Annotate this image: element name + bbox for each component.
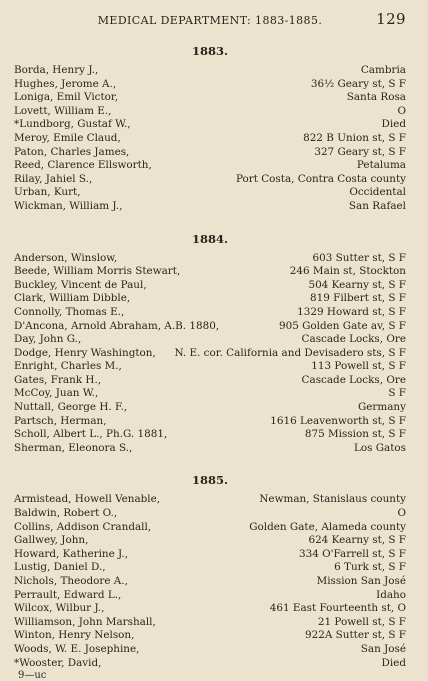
entry-name: Gallwey, John, bbox=[14, 534, 89, 547]
entry-address: 21 Powell st, S F bbox=[317, 615, 406, 628]
entry-name: Collins, Addison Crandall, bbox=[14, 520, 152, 533]
entry-row bbox=[14, 292, 406, 306]
entry-name: Nuttall, George H. F., bbox=[14, 401, 128, 414]
entry-name: Partsch, Herman, bbox=[14, 414, 107, 427]
page-number: 129 bbox=[376, 10, 406, 28]
entry-address: 922A Sutter st, S F bbox=[305, 629, 406, 642]
entry-address: 113 Powell st, S F bbox=[311, 360, 406, 373]
entry-row bbox=[14, 265, 406, 279]
entry-address: Died bbox=[381, 656, 406, 669]
entry-address: San Rafael bbox=[348, 199, 406, 212]
entry-address: 1616 Leavenworth st, S F bbox=[270, 414, 406, 427]
entry-name: Anderson, Winslow, bbox=[14, 251, 118, 264]
entry-address: 504 Kearny st, S F bbox=[308, 278, 406, 291]
entry-address: 6 Turk st, S F bbox=[334, 561, 406, 574]
entry-row bbox=[14, 534, 406, 548]
entry-row bbox=[14, 589, 406, 603]
entry-name: Enright, Charles M., bbox=[14, 360, 122, 373]
entry-name: Loniga, Emil Victor, bbox=[14, 91, 119, 104]
entry-address: 822 B Union st, S F bbox=[303, 131, 406, 144]
entry-name: D'Ancona, Arnold Abraham, A.B. 1880, bbox=[14, 319, 220, 332]
entry-name: Armistead, Howell Venable, bbox=[14, 493, 161, 506]
year-heading: 1884. bbox=[191, 231, 228, 246]
entry-address: Occidental bbox=[349, 186, 406, 199]
entry-row bbox=[14, 442, 406, 456]
entry-address: O bbox=[397, 507, 406, 520]
entry-address: 875 Mission st, S F bbox=[304, 428, 406, 441]
entry-name: Hughes, Jerome A., bbox=[14, 77, 117, 90]
entry-name: *Wooster, David, bbox=[14, 656, 102, 669]
entry-address: Germany bbox=[357, 401, 406, 414]
entry-address: 905 Golden Gate av, S F bbox=[278, 319, 406, 332]
entry-address: 461 East Fourteenth st, O bbox=[269, 602, 406, 615]
entry-row bbox=[14, 91, 406, 105]
entry-name: *Lundborg, Gustaf W., bbox=[14, 118, 131, 131]
entry-address: Idaho bbox=[376, 588, 406, 601]
entry-name: Wilcox, Wilbur J., bbox=[14, 602, 105, 615]
entry-address: Mission San José bbox=[316, 575, 406, 587]
entry-row bbox=[14, 118, 406, 132]
entry-row bbox=[14, 616, 406, 630]
entry-address: 1329 Howard st, S F bbox=[297, 305, 406, 318]
entry-name: Lustig, Daniel D., bbox=[14, 561, 106, 574]
entry-row bbox=[14, 279, 406, 293]
entry-row bbox=[14, 200, 406, 214]
entry-row bbox=[14, 173, 406, 187]
entry-row bbox=[14, 629, 406, 643]
entry-name: Gates, Frank H., bbox=[14, 373, 102, 386]
entry-name: Beede, William Morris Stewart, bbox=[14, 265, 181, 278]
entry-address: 603 Sutter st, S F bbox=[312, 251, 406, 264]
entry-row bbox=[14, 105, 406, 119]
entry-address: San José bbox=[360, 642, 406, 655]
entry-address: Santa Rosa bbox=[346, 91, 406, 104]
entry-address: 624 Kearny st, S F bbox=[308, 534, 406, 547]
entry-row bbox=[14, 575, 406, 589]
entry-address: 36½ Geary st, S F bbox=[310, 77, 406, 90]
entry-name: Howard, Katherine J., bbox=[14, 547, 129, 560]
entry-row bbox=[14, 643, 406, 657]
entry-row bbox=[14, 493, 406, 507]
entry-address: Cascade Locks, Ore bbox=[301, 333, 406, 346]
entry-row bbox=[14, 186, 406, 200]
entry-row bbox=[14, 64, 406, 78]
entry-row bbox=[14, 132, 406, 146]
entry-row bbox=[14, 333, 406, 347]
entry-row bbox=[14, 602, 406, 616]
entry-name: Dodge, Henry Washington, bbox=[14, 346, 156, 359]
entry-name: Buckley, Vincent de Paul, bbox=[14, 278, 147, 291]
running-title: MEDICAL DEPARTMENT: 1883-1885. bbox=[97, 14, 323, 27]
entry-name: Perrault, Edward L., bbox=[14, 588, 122, 601]
entry-name: Lovett, William E., bbox=[14, 104, 112, 117]
register-sections bbox=[14, 44, 406, 670]
entry-address: Petaluma bbox=[356, 159, 406, 172]
entry-row bbox=[14, 252, 406, 266]
entry-row bbox=[14, 415, 406, 429]
entry-address: Cascade Locks, Ore bbox=[301, 373, 406, 386]
entry-address: Golden Gate, Alameda county bbox=[249, 520, 406, 533]
entry-name: Urban, Kurt, bbox=[14, 186, 81, 199]
entry-name: McCoy, Juan W., bbox=[14, 387, 99, 400]
signature-mark: 9—uc bbox=[18, 670, 47, 681]
entry-row bbox=[14, 159, 406, 173]
entry-row bbox=[14, 146, 406, 160]
entry-address: Los Gatos bbox=[353, 441, 406, 454]
page-header bbox=[14, 8, 406, 28]
entry-row bbox=[14, 548, 406, 562]
entry-row bbox=[14, 306, 406, 320]
entry-name: Reed, Clarence Ellsworth, bbox=[14, 159, 152, 172]
entry-name: Rilay, Jahiel S., bbox=[14, 172, 93, 185]
entry-name: Paton, Charles James, bbox=[14, 145, 130, 158]
entry-row bbox=[14, 561, 406, 575]
entry-row bbox=[14, 78, 406, 92]
entry-address: Cambria bbox=[360, 64, 406, 76]
entry-address: Newman, Stanislaus county bbox=[259, 493, 406, 506]
entry-name: Connolly, Thomas E., bbox=[14, 305, 125, 318]
entry-name: Woods, W. E. Josephine, bbox=[14, 642, 140, 655]
entry-address: 334 O'Farrell st, S F bbox=[299, 547, 406, 560]
entry-row bbox=[14, 360, 406, 374]
entry-row bbox=[14, 657, 406, 671]
entry-address: 246 Main st, Stockton bbox=[289, 265, 406, 278]
entry-address: Port Costa, Contra Costa county bbox=[235, 172, 406, 185]
entry-row bbox=[14, 428, 406, 442]
entry-name: Winton, Henry Nelson, bbox=[14, 629, 135, 642]
entry-name: Borda, Henry J., bbox=[14, 64, 99, 76]
entry-address: 327 Geary st, S F bbox=[314, 145, 406, 158]
entry-row bbox=[14, 320, 406, 334]
entry-row bbox=[14, 401, 406, 415]
entry-name: Clark, William Dibble, bbox=[14, 292, 131, 305]
entry-name: Nichols, Theodore A., bbox=[14, 575, 128, 587]
entry-row bbox=[14, 347, 406, 361]
entry-row bbox=[14, 507, 406, 521]
entry-name: Wickman, William J., bbox=[14, 199, 123, 212]
entry-name: Williamson, John Marshall, bbox=[14, 615, 156, 628]
entry-address: N. E. cor. California and Devisadero sts, S F bbox=[174, 346, 406, 359]
entry-name: Day, John G., bbox=[14, 333, 82, 346]
year-heading: 1885. bbox=[191, 473, 228, 488]
entry-row bbox=[14, 387, 406, 401]
entry-name: Scholl, Albert L., Ph.G. 1881, bbox=[14, 428, 168, 441]
entry-address: Died bbox=[381, 118, 406, 131]
year-heading: 1883. bbox=[191, 44, 228, 58]
entry-name: Sherman, Eleonora S., bbox=[14, 441, 133, 454]
entry-name: Baldwin, Robert O., bbox=[14, 507, 118, 520]
entry-address: O bbox=[397, 104, 406, 117]
entry-name: Meroy, Emile Claud, bbox=[14, 131, 121, 144]
entry-address: S F bbox=[388, 387, 406, 400]
entry-row bbox=[14, 374, 406, 388]
entry-address: 819 Filbert st, S F bbox=[310, 292, 406, 305]
entry-row bbox=[14, 521, 406, 535]
